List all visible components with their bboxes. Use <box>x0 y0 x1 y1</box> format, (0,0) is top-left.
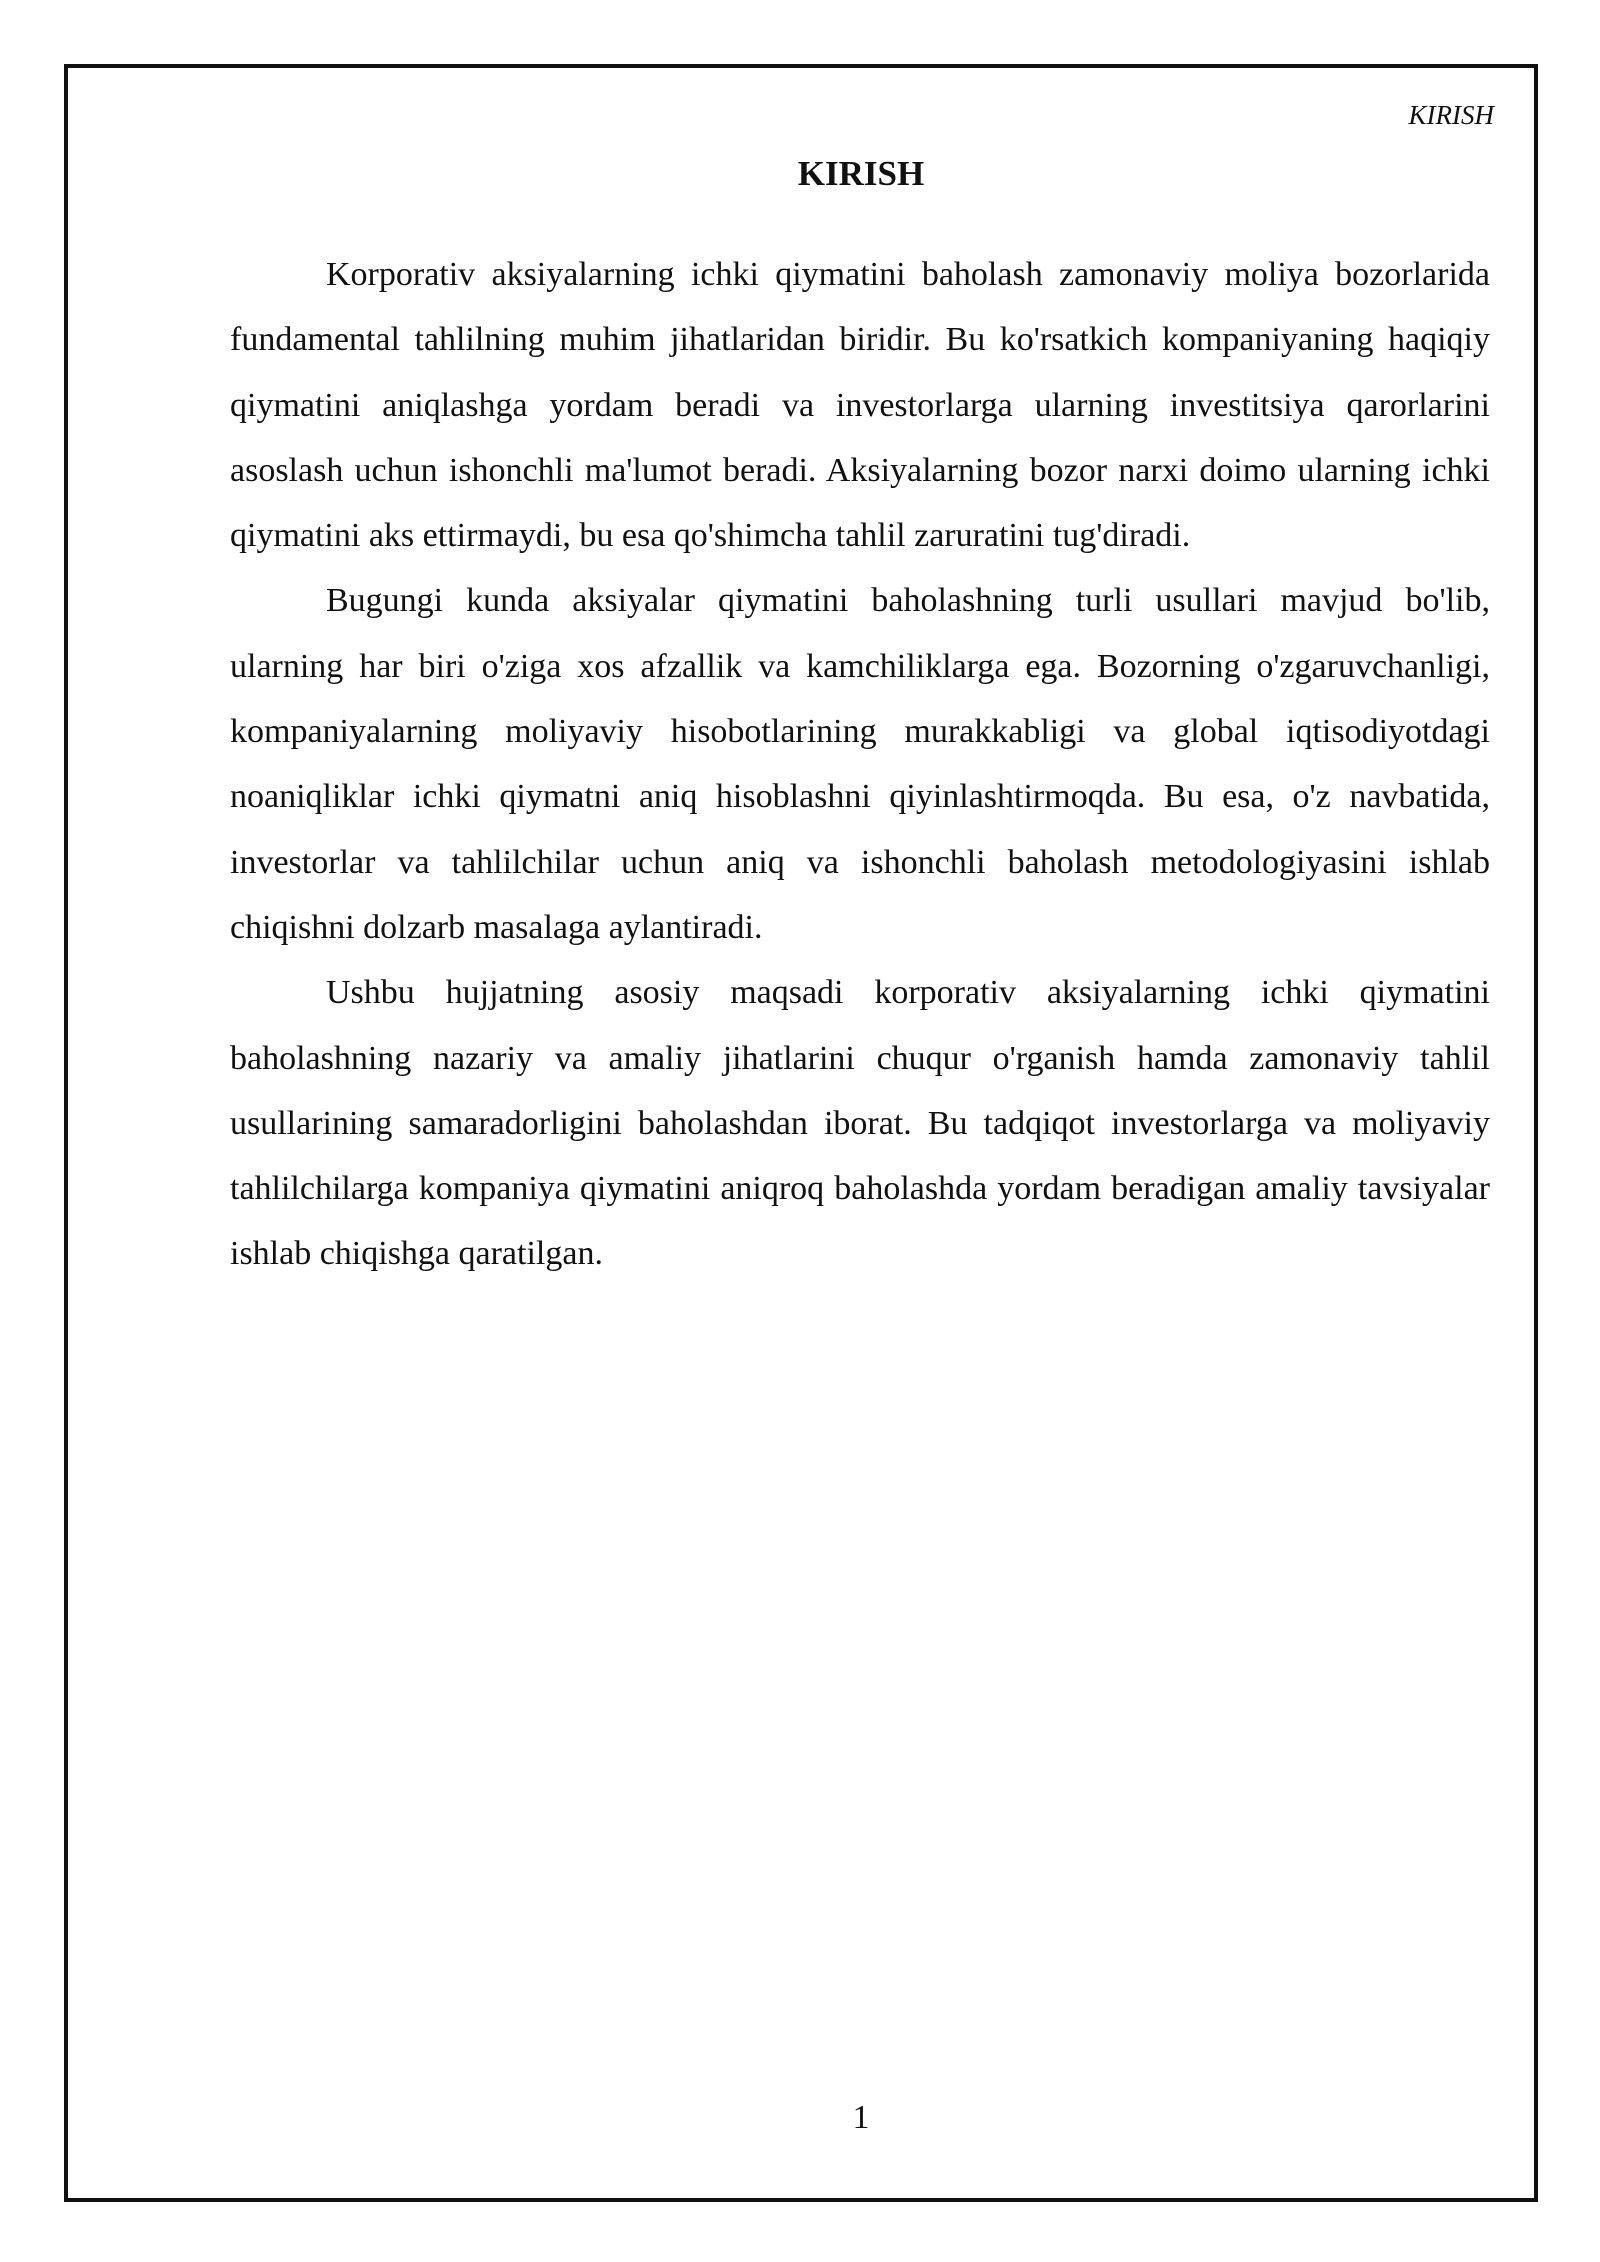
paragraph: Ushbu hujjatning asosiy maqsadi korporativ aksiyalarning ichki qiymatini baholashning nazariy va amaliy jihatlarini chuqur o'rganish hamda zamonaviy tahlil usullarining samaradorligini baholashdan iborat. Bu tadqiqot investorlarga va moliyaviy tahlilchilarga kompaniya qiymatini aniqroq baholashda yordam beradigan amaliy tavsiyalar ishlab chiqishga qaratilgan. <box>230 974 1490 1273</box>
body-text <box>230 242 1490 1287</box>
page-title: KIRISH <box>797 154 925 193</box>
page-number: 1 <box>852 2099 870 2136</box>
paragraph: Bugungi kunda aksiyalar qiymatini baholashning turli usullari mavjud bo'lib, ularning har biri o'ziga xos afzallik va kamchiliklarga ega. Bozorning o'zgaruvchanligi, kompaniyalarning moliyaviy hisobotlarining murakkabligi va global iqtisodiyotdagi noaniqliklar ichki qiymatni aniq hisoblashni qiyinlashtirmoqda. Bu esa, o'z navbatida, investorlar va tahlilchilar uchun aniq va ishonchli baholash metodologiyasini ishlab chiqishni dolzarb masalaga aylantiradi. <box>230 582 1490 946</box>
running-header: KIRISH <box>1408 100 1494 130</box>
paragraph: Korporativ aksiyalarning ichki qiymatini baholash zamonaviy moliya bozorlarida fundamental tahlilning muhim jihatlaridan biridir. Bu ko'rsatkich kompaniyaning haqiqiy qiymatini aniqlashga yordam beradi va investorlarga ularning investitsiya qarorlarini asoslash uchun ishonchli ma'lumot beradi. Aksiyalarning bozor narxi doimo ularning ichki qiymatini aks ettirmaydi, bu esa qo'shimcha tahlil zaruratini tug'diradi. <box>230 256 1490 555</box>
